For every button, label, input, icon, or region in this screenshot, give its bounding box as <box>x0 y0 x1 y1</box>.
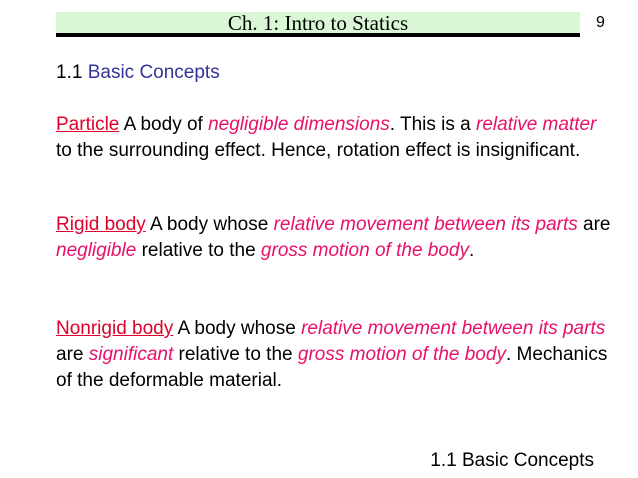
nonrigid-body-definition <box>56 316 616 394</box>
rigid-body-text-1: A body whose <box>145 214 274 235</box>
nonrigid-body-text-1: A body whose <box>173 318 302 339</box>
section-heading <box>56 62 220 84</box>
section-title: Basic Concepts <box>87 62 220 83</box>
nonrigid-body-text-4: . Mechanics of the deformable material. <box>56 344 608 391</box>
nonrigid-body-text-3: relative to the <box>173 344 298 365</box>
particle-term: Particle <box>56 114 120 135</box>
rigid-body-term: Rigid body <box>56 214 146 235</box>
particle-text-1: A body of <box>119 114 209 135</box>
rigid-body-emphasis-1: relative movement between its parts <box>273 214 578 235</box>
nonrigid-body-emphasis-1: relative movement between its parts <box>301 318 606 339</box>
page-number: 9 <box>596 14 605 31</box>
nonrigid-body-emphasis-3: gross motion of the body <box>297 344 506 365</box>
rigid-body-definition <box>56 212 616 264</box>
slide-title-bar <box>56 12 580 37</box>
particle-text-2: . This is a <box>389 114 477 135</box>
particle-emphasis-2: relative matter <box>476 114 597 135</box>
rigid-body-emphasis-2: negligible <box>56 240 137 261</box>
nonrigid-body-emphasis-2: significant <box>88 344 174 365</box>
particle-definition <box>56 112 616 164</box>
section-number: 1.1 <box>56 62 83 83</box>
rigid-body-text-2: are <box>577 214 611 235</box>
particle-emphasis-1: negligible dimensions <box>208 114 390 135</box>
nonrigid-body-term: Nonrigid body <box>56 318 174 339</box>
nonrigid-body-text-2: are <box>56 344 89 365</box>
rigid-body-emphasis-3: gross motion of the body <box>260 240 469 261</box>
particle-text-3: to the surrounding effect. Hence, rotation effect is insignificant. <box>56 140 581 161</box>
footer-section-label: 1.1 Basic Concepts <box>430 450 594 471</box>
rigid-body-text-4: . <box>469 240 475 261</box>
rigid-body-text-3: relative to the <box>136 240 261 261</box>
slide-title: Ch. 1: Intro to Statics <box>227 11 409 35</box>
